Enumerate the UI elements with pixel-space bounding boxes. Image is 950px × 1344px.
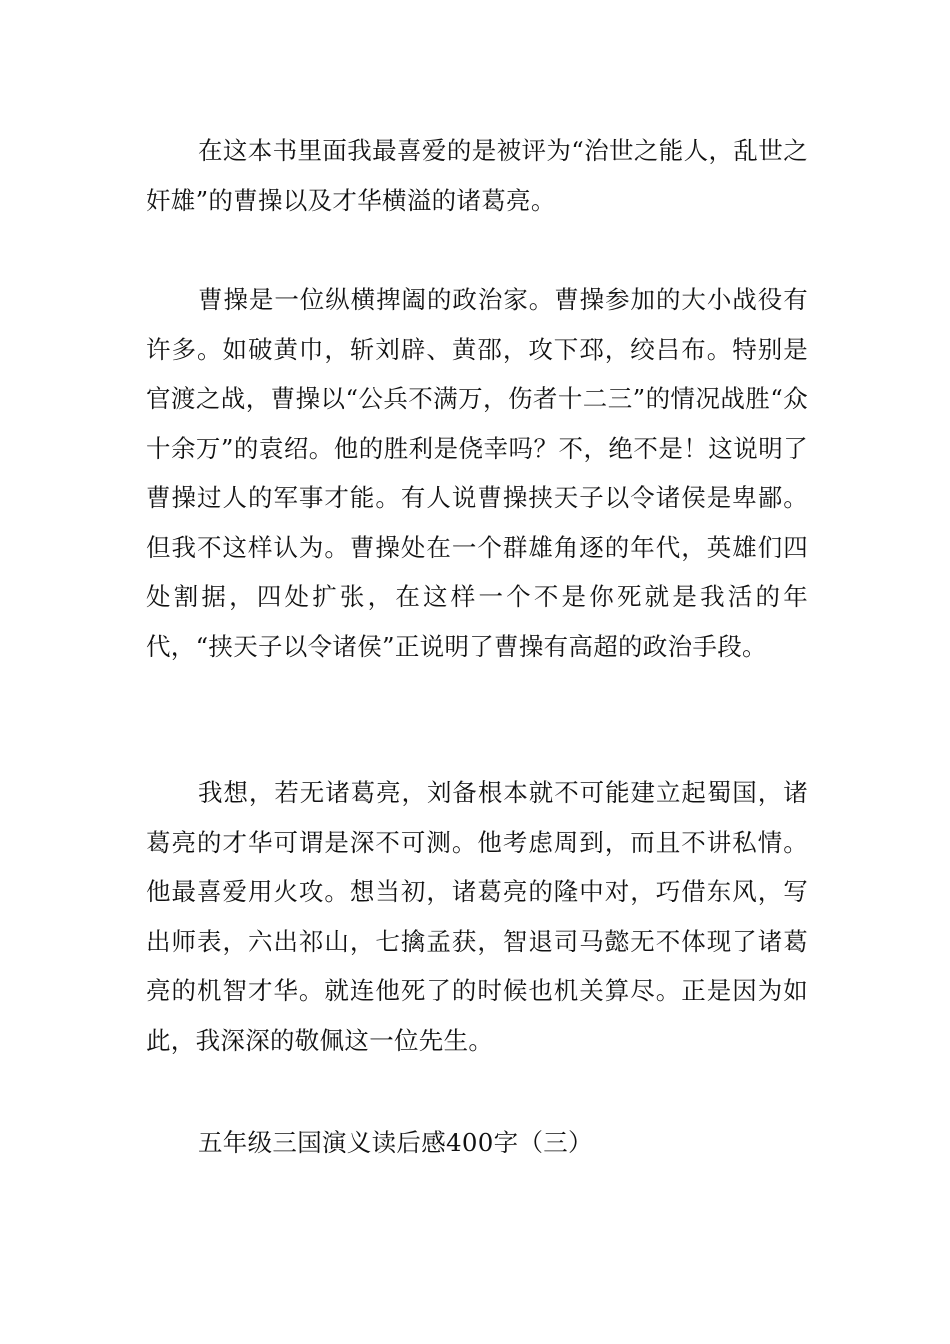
paragraph-favorite-characters: 在这本书里面我最喜爱的是被评为“治世之能人，乱世之奸雄”的曹操以及才华横溢的诸葛亮。 xyxy=(146,136,808,215)
paragraph-cao-cao: 曹操是一位纵横捭阖的政治家。曹操参加的大小战役有许多。如破黄巾，斩刘辟、黄邵，攻下邳，绞吕布。特别是官渡之战，曹操以“公兵不满万，伤者十二三”的情况战胜“众十余万”的袁绍。他的胜利是侥幸吗？不，绝不是！这说明了曹操过人的军事才能。有人说曹操挟天子以令诸侯是卑鄙。但我不这样认为。曹操处在一个群雄角逐的年代，英雄们四处割据，四处扩张，在这样一个不是你死就是我活的年代，“挟天子以令诸侯”正说明了曹操有高超的政治手段。 xyxy=(146,285,808,661)
paragraph-zhuge-liang: 我想，若无诸葛亮，刘备根本就不可能建立起蜀国，诸葛亮的才华可谓是深不可测。他考虑周到，而且不讲私情。他最喜爱用火攻。想当初，诸葛亮的隆中对，巧借东风，写出师表，六出祁山，七擒孟获，智退司马懿无不体现了诸葛亮的机智才华。就连他死了的时候也机关算尽。正是因为如此，我深深的敬佩这一位先生。 xyxy=(146,778,808,1055)
section-heading: 五年级三国演义读后感400字（三） xyxy=(198,1128,593,1157)
